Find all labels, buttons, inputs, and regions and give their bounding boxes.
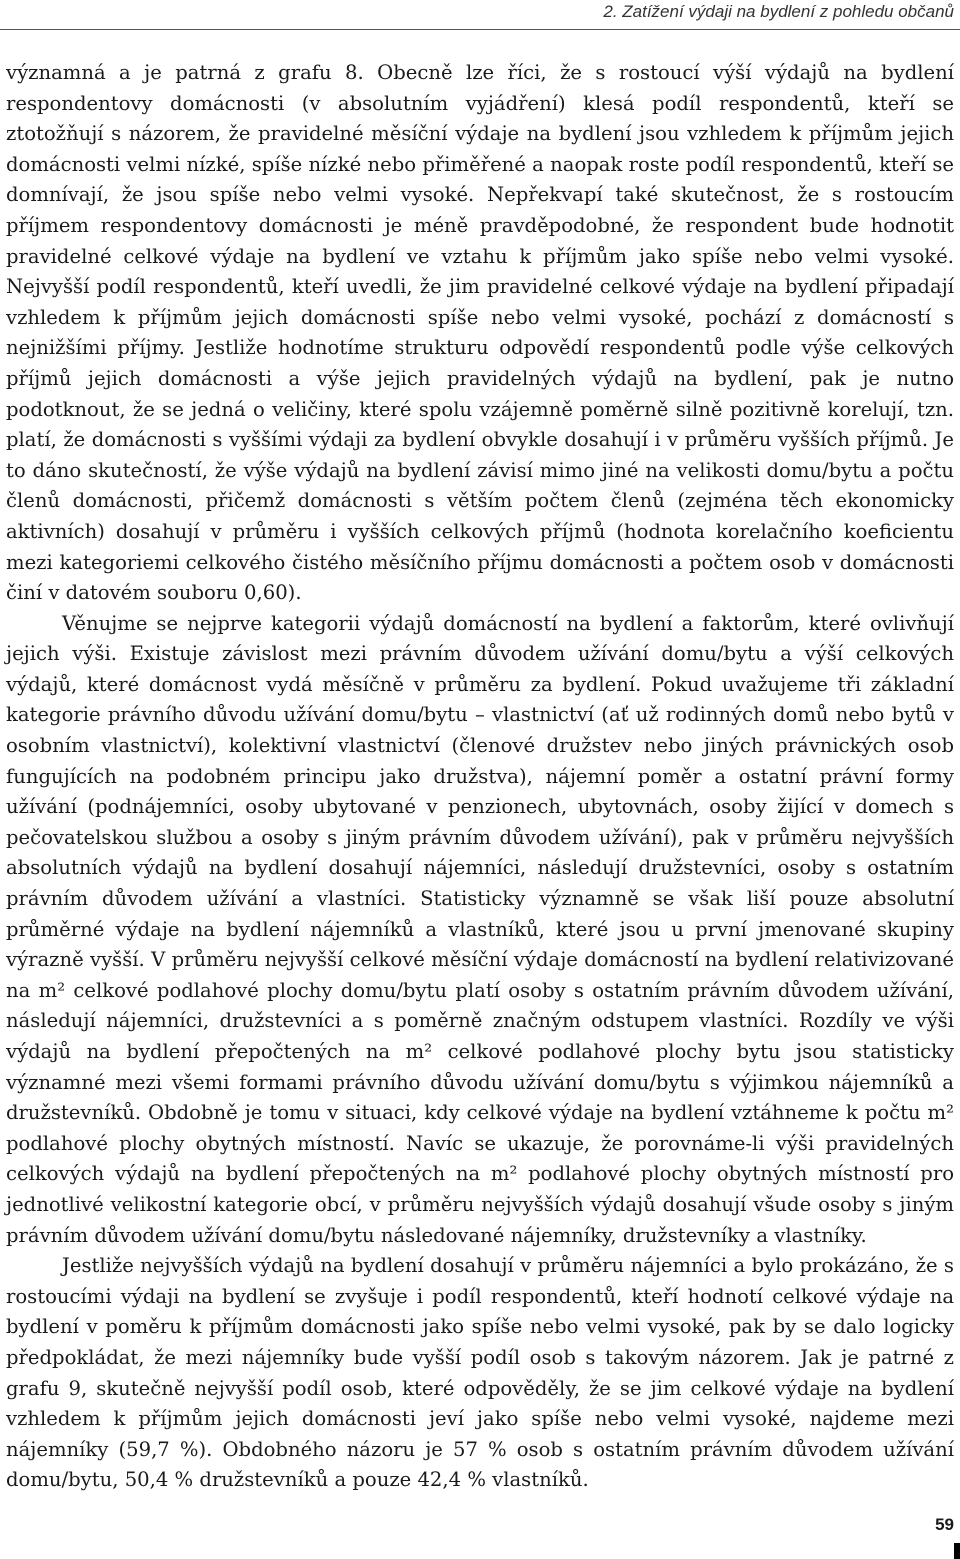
body-text — [6, 58, 954, 1496]
page-corner-mark — [954, 1543, 960, 1559]
running-header-title: 2. Zatížení výdaji na bydlení z pohledu občanů — [603, 2, 954, 21]
page-number: 59 — [935, 1515, 954, 1534]
paragraph-3: Jestliže nejvyšších výdajů na bydlení dosahují v průměru nájemníci a bylo prokázáno, že s rostoucími výdaji na bydlení se zvyšuje i podíl respondentů, kteří hodnotí celkové výdaje na bydlení v poměru k příjmům domácnosti jako spíše nebo velmi vysoké, pak by se dalo logicky předpokládat, že mezi nájemníky bude vyšší podíl osob s takovým názorem. Jak je patrné z grafu 9, skutečně nejvyšší podíl osob, které odpověděly, že se jim celkové výdaje na bydlení vzhledem k příjmům jejich domácnosti jeví jako spíše nebo velmi vysoké, najdeme mezi nájemníky (59,7 %). Obdobného názoru je 57 % osob s ostatním právním důvodem užívání domu/bytu, 50,4 % družstevníků a pouze 42,4 % vlastníků. — [6, 1254, 954, 1492]
running-header — [0, 0, 960, 30]
paragraph-1: významná a je patrná z grafu 8. Obecně lze říci, že s rostoucí výší výdajů na bydlení respondentovy domácnosti (v absolutním vyjádření) klesá podíl respondentů, kteří se ztotožňují s názorem, že pravidelné měsíční výdaje na bydlení jsou vzhledem k příjmům jejich domácnosti velmi nízké, spíše nízké nebo přiměřené a naopak roste podíl respondentů, kteří se domnívají, že jsou spíše nebo velmi vysoké. Nepřekvapí také skutečnost, že s rostoucím příjmem respondentovy domácnosti je méně pravděpodobné, že respondent bude hodnotit pravidelné celkové výdaje na bydlení ve vztahu k příjmům jako spíše nebo velmi vysoké. Nejvyšší podíl respondentů, kteří uvedli, že jim pravidelné celkové výdaje na bydlení připadají vzhledem k příjmům jejich domácnosti spíše nebo velmi vysoké, pochází z domácností s nejnižšími příjmy. Jestliže hodnotíme strukturu odpovědí respondentů podle výše celkových příjmů jejich domácnosti a výše jejich pravidelných výdajů na bydlení, pak je nutno podotknout, že se jedná o veličiny, které spolu vzájemně poměrně silně pozitivně korelují, tzn. platí, že domácnosti s vyššími výdaji za bydlení obvykle dosahují i v průměru vyšších příjmů. Je to dáno skutečností, že výše výdajů na bydlení závisí mimo jiné na velikosti domu/bytu a počtu členů domácnosti, přičemž domácnosti s větším počtem členů (zejména těch ekonomicky aktivních) dosahují v průměru i vyšších celkových příjmů (hodnota korelačního koeficientu mezi kategoriemi celkového čistého měsíčního příjmu domácnosti a počtem osob v domácnosti činí v datovém souboru 0,60). — [6, 61, 954, 605]
header-rule — [0, 29, 960, 30]
paragraph-2: Věnujme se nejprve kategorii výdajů domácností na bydlení a faktorům, které ovlivňují jejich výši. Existuje závislost mezi právním důvodem užívání domu/bytu a výší celkových výdajů, které domácnost vydá měsíčně v průměru za bydlení. Pokud uvažujeme tři základní kategorie právního důvodu užívání domu/bytu – vlastnictví (ať už rodinných domů nebo bytů v osobním vlastnictví), kolektivní vlastnictví (členové družstev nebo jiných právnických osob fungujících na podobném principu jako družstva), nájemní poměr a ostatní právní formy užívání (podnájemníci, osoby ubytované v penzionech, ubytovnách, osoby žijící v domech s pečovatelskou službou a osoby s jiným právním důvodem užívání), pak v průměru nejvyšších absolutních výdajů na bydlení dosahují nájemníci, následují družstevníci, osoby s ostatním právním důvodem užívání a vlastníci. Statisticky významně se však liší pouze absolutní průměrné výdaje na bydlení nájemníků a vlastníků, které jsou u první jmenované skupiny výrazně vyšší. V průměru nejvyšší celkové měsíční výdaje domácností na bydlení relativizované na m² celkové podlahové plochy domu/bytu platí osoby s ostatním právním důvodem užívání, následují nájemníci, družstevníci a s poměrně značným odstupem vlastníci. Rozdíly ve výši výdajů na bydlení přepočtených na m² celkové podlahové plochy bytu jsou statisticky významné mezi všemi formami právního důvodu užívání domu/bytu s výjimkou nájemníků a družstevníků. Obdobně je tomu v situaci, kdy celkové výdaje na bydlení vztáhneme k počtu m² podlahové plochy obytných místností. Navíc se ukazuje, že porovnáme-li výši pravidelných celkových výdajů na bydlení přepočtených na m² podlahové plochy obytných místností pro jednotlivé velikostní kategorie obcí, v průměru nejvyšších výdajů dosahují všude osoby s jiným právním důvodem užívání domu/bytu následované nájemníky, družstevníky a vlastníky. — [6, 611, 954, 1247]
